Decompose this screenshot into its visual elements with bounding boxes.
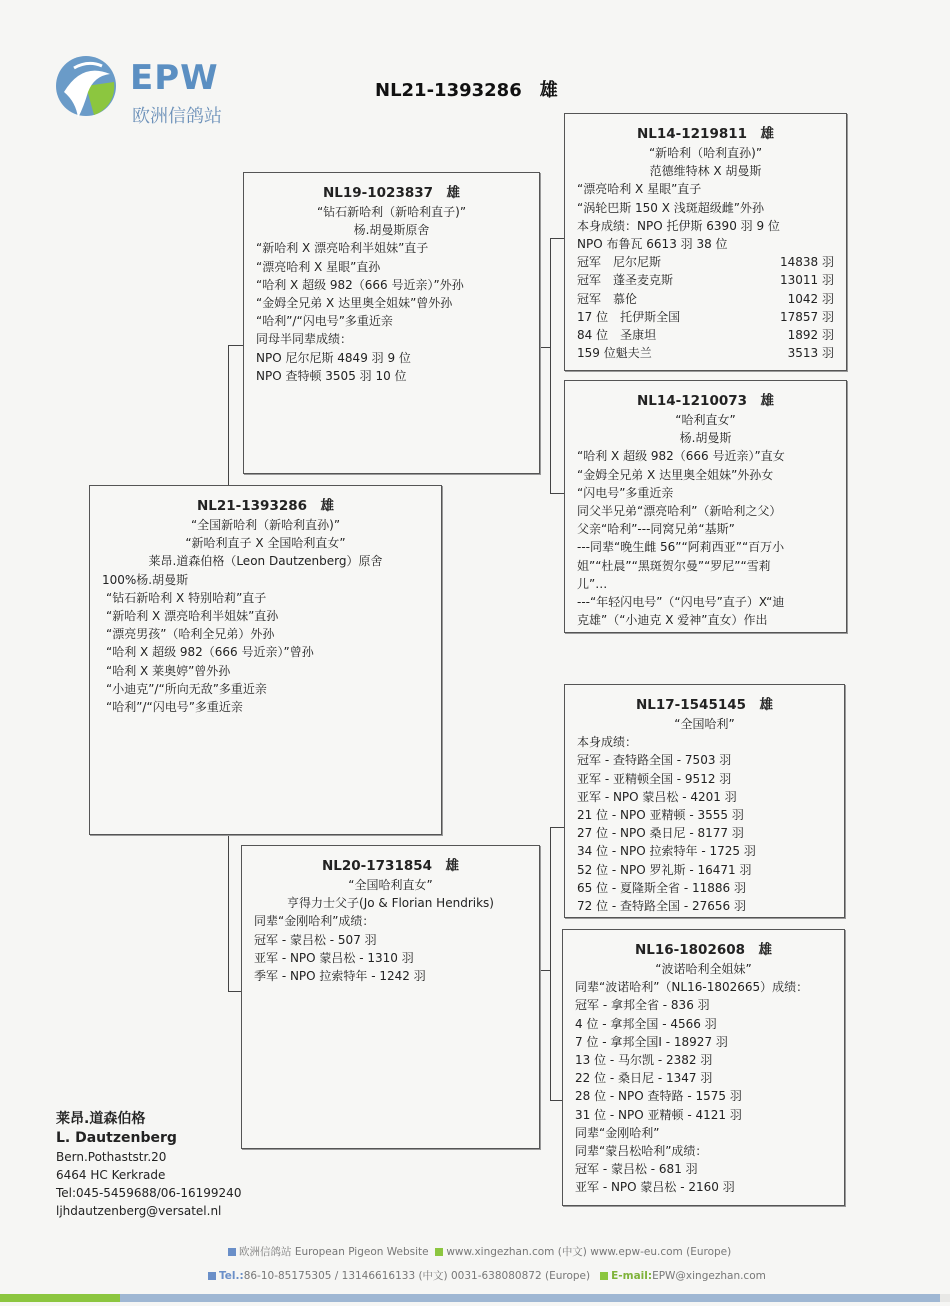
ring-number: NL17-1545145 雄 <box>635 697 774 713</box>
logo-text-zh: 欧洲信鸽站 <box>132 106 222 127</box>
info-line: 克雄”（“小迪克 X 爱神”直女）作出 <box>577 613 768 628</box>
result-row <box>565 253 846 271</box>
info-line: 本身成绩： <box>577 735 638 750</box>
footer-site-zh: 欧洲信鸽站 <box>239 1246 292 1258</box>
info-line: 4 位 - 拿邦全国 - 4566 羽 <box>575 1016 717 1031</box>
info-line: ---“年轻闪电号”（“闪电号”直子）X“迪 <box>577 595 785 610</box>
info-line: 季军 - NPO 拉索特年 - 1242 羽 <box>254 969 426 984</box>
info-line: “新哈利 X 漂亮哈利半姐妹”直孙 <box>106 609 279 624</box>
result-place: 159 位魁夫兰 <box>577 346 652 361</box>
connector-line <box>550 493 564 494</box>
info-line: 同辈“蒙吕松哈利”成绩： <box>575 1144 708 1159</box>
info-line: 100%杨.胡曼斯 <box>102 572 189 587</box>
info-line: 52 位 - NPO 罗礼斯 - 16471 羽 <box>577 862 752 877</box>
info-line: 莱昂.道森伯格（Leon Dautzenberg）原舍 <box>148 554 383 569</box>
result-place: 冠军 慕伦 <box>577 291 638 306</box>
email-address: ljhdautzenberg@versatel.nl <box>56 1204 222 1218</box>
info-line: “新哈利直子 X 全国哈利直女” <box>185 536 346 551</box>
info-line: 31 位 - NPO 亚精顿 - 4121 羽 <box>575 1107 742 1122</box>
result-row <box>565 271 846 289</box>
info-line: NPO 布鲁瓦 6613 羽 38 位 <box>577 237 728 252</box>
footer-email[interactable]: EPW@xingezhan.com <box>652 1270 766 1282</box>
info-line: 7 位 - 拿邦全国Ⅰ - 18927 羽 <box>575 1034 728 1049</box>
result-row <box>565 308 846 326</box>
pedigree-box-sire-dam <box>564 380 847 633</box>
info-line: 72 位 - 查特路全国 - 27656 羽 <box>577 899 746 914</box>
result-count: 14838 羽 <box>780 255 834 270</box>
pedigree-box-dam-dam <box>562 929 845 1206</box>
info-line: 亨得力士父子(Jo & Florian Hendriks) <box>287 896 494 911</box>
green-square-icon <box>600 1272 608 1280</box>
info-line: “哈利”/“闪电号”多重近亲 <box>106 700 243 715</box>
result-row <box>565 344 846 362</box>
ring-number: NL14-1219811 雄 <box>636 126 775 142</box>
info-line: “全国哈利” <box>674 717 735 731</box>
epw-logo <box>54 52 254 130</box>
blue-square-icon <box>228 1248 236 1256</box>
result-place: 冠军 尼尔尼斯 <box>577 255 662 270</box>
info-line: “哈利 X 莱奥婷”曾外孙 <box>106 663 231 678</box>
blue-bar <box>120 1294 940 1302</box>
pedigree-box-dam <box>241 845 540 1149</box>
result-count: 1042 羽 <box>787 291 834 306</box>
info-line: 父亲“哈利”---同窝兄弟“基斯” <box>577 522 735 537</box>
pedigree-box-subject <box>89 485 442 835</box>
info-line: “哈利”/“闪电号”多重近亲 <box>256 314 393 329</box>
info-line: 亚军 - NPO 蒙吕松 - 4201 羽 <box>577 789 737 804</box>
pedigree-box-sire-sire <box>564 113 847 371</box>
footer-tel-label: Tel.: <box>219 1270 244 1282</box>
info-line: “全国哈利直女” <box>348 878 433 892</box>
phone-number: Tel:045-5459688/06-16199240 <box>56 1186 242 1200</box>
info-line: 同辈“波诺哈利”（NL16-1802665）成绩： <box>575 980 809 995</box>
info-line: 21 位 - NPO 亚精顿 - 3555 羽 <box>577 808 744 823</box>
breeder-name-zh: 莱昂.道森伯格 <box>56 1111 146 1127</box>
info-line: “新哈利 X 漂亮哈利半姐妹”直子 <box>256 241 429 256</box>
green-bar <box>0 1294 120 1302</box>
ring-number: NL20-1731854 雄 <box>321 858 460 874</box>
footer-tel: 86-10-85175305 / 13146616133 (中文) 0031-638080872 (Europe) <box>243 1270 591 1282</box>
info-line: 同母半同辈成绩： <box>256 332 353 347</box>
info-line: “涡轮巴斯 150 X 浅斑超级雌”外孙 <box>577 200 765 215</box>
green-square-icon <box>435 1248 443 1256</box>
info-line: “哈利直女” <box>675 413 736 427</box>
info-line: “钻石新哈利 X 特别哈莉”直子 <box>106 590 267 605</box>
result-row <box>565 326 846 344</box>
info-line: NPO 查特顿 3505 羽 10 位 <box>256 368 407 383</box>
result-row <box>565 290 846 308</box>
info-line: “漂亮哈利 X 星眼”直孙 <box>256 259 381 274</box>
result-count: 1892 羽 <box>787 328 834 343</box>
address-line: Bern.Pothaststr.20 <box>56 1150 167 1164</box>
ring-number: NL14-1210073 雄 <box>636 393 775 409</box>
result-count: 17857 羽 <box>780 309 834 324</box>
logo-text-en: EPW <box>130 58 219 98</box>
info-line: 同父半兄弟“漂亮哈利”（新哈利之父） <box>577 504 782 519</box>
footer-email-label: E-mail: <box>611 1270 653 1282</box>
info-line: 13 位 - 马尔凯 - 2382 羽 <box>575 1053 713 1068</box>
info-line: 亚军 - NPO 蒙吕松 - 2160 羽 <box>575 1180 735 1195</box>
info-line: 儿”… <box>577 576 608 591</box>
breeder-name-en: L. Dautzenberg <box>56 1130 177 1146</box>
result-place: 84 位 圣康坦 <box>577 328 657 343</box>
info-line: NPO 尼尔尼斯 4849 羽 9 位 <box>256 350 411 365</box>
info-line: “新哈利（哈利直孙)” <box>648 146 763 160</box>
info-line: 范德维特林 X 胡曼斯 <box>649 164 762 179</box>
pigeon-logo-icon <box>54 52 118 122</box>
info-line: 亚军 - NPO 蒙吕松 - 1310 羽 <box>254 950 414 965</box>
footer-websites[interactable]: www.xingezhan.com (中文) www.epw-eu.com (Europe) <box>446 1246 732 1258</box>
info-line: “哈利 X 超级 982（666 号近亲）”曾孙 <box>106 645 314 660</box>
connector-line <box>228 991 241 992</box>
ring-number: NL16-1802608 雄 <box>634 942 773 958</box>
ring-number: NL21-1393286 雄 <box>196 498 335 514</box>
info-line: “钻石新哈利（新哈利直子)” <box>316 205 467 219</box>
result-count: 3513 羽 <box>787 346 834 361</box>
info-line: 亚军 - 亚精顿全国 - 9512 羽 <box>577 771 732 786</box>
pedigree-box-dam-sire <box>564 684 845 918</box>
info-line: “小迪克”/“所向无敌”多重近亲 <box>106 681 267 696</box>
info-line: 冠军 - 拿邦全省 - 836 羽 <box>575 998 710 1013</box>
info-line: 34 位 - NPO 拉索特年 - 1725 羽 <box>577 844 756 859</box>
info-line: 28 位 - NPO 查特路 - 1575 羽 <box>575 1089 742 1104</box>
info-line: 同辈“金刚哈利”成绩： <box>254 914 375 929</box>
connector-line <box>228 833 229 991</box>
pedigree-box-sire <box>243 172 540 474</box>
bottom-color-bar <box>0 1294 950 1302</box>
info-line: “金姆全兄弟 X 达里奥全姐妹”外孙女 <box>577 467 774 482</box>
connector-line <box>550 238 551 493</box>
info-line: 同辈“金刚哈利” <box>575 1125 660 1140</box>
info-line: “哈利 X 超级 982（666 号近亲）”外孙 <box>256 277 464 292</box>
info-line: “闪电号”多重近亲 <box>577 485 674 500</box>
connector-line <box>228 345 229 485</box>
result-place: 冠军 蓬圣麦克斯 <box>577 273 674 288</box>
info-line: 杨.胡曼斯原舍 <box>353 223 430 238</box>
connector-line <box>550 238 564 239</box>
breeder-contact <box>56 1110 241 1220</box>
connector-line <box>550 827 564 828</box>
address-line: 6464 HC Kerkrade <box>56 1168 166 1182</box>
info-line: ---同辈“晚生雌 56”“阿莉西亚”“百万小 <box>577 540 785 555</box>
blue-square-icon <box>208 1272 216 1280</box>
footer-row-1 <box>228 1244 731 1259</box>
connector-line <box>550 827 551 1100</box>
info-line: “波诺哈利全姐妹” <box>655 962 752 976</box>
info-line: “全国新哈利（新哈利直孙)” <box>190 518 341 532</box>
page-title: NL21-1393286 雄 <box>375 80 558 101</box>
info-line: 姐”“杜晨”“黑斑贺尔曼”“罗尼”“雪莉 <box>577 558 771 573</box>
info-line: 冠军 - 查特路全国 - 7503 羽 <box>577 753 732 768</box>
footer-site-en: European Pigeon Website <box>294 1246 429 1258</box>
result-place: 17 位 托伊斯全国 <box>577 309 681 324</box>
info-line: “金姆全兄弟 X 达里奥全姐妹”曾外孙 <box>256 296 453 311</box>
info-line: 22 位 - 桑日尼 - 1347 羽 <box>575 1071 713 1086</box>
ring-number: NL19-1023837 雄 <box>322 185 461 201</box>
info-line: 27 位 - NPO 桑日尼 - 8177 羽 <box>577 826 744 841</box>
info-line: 本身成绩：NPO 托伊斯 6390 羽 9 位 <box>577 218 780 233</box>
connector-line <box>228 345 243 346</box>
info-line: 杨.胡曼斯 <box>679 431 732 446</box>
info-line: 冠军 - 蒙吕松 - 507 羽 <box>254 932 377 947</box>
info-line: 冠军 - 蒙吕松 - 681 羽 <box>575 1162 698 1177</box>
footer-row-2 <box>208 1268 766 1283</box>
info-line: “漂亮哈利 X 星眼”直子 <box>577 182 702 197</box>
info-line: “漂亮男孩”（哈利全兄弟）外孙 <box>106 627 275 642</box>
info-line: “哈利 X 超级 982（666 号近亲）”直女 <box>577 449 785 464</box>
result-count: 13011 羽 <box>780 273 834 288</box>
info-line: 65 位 - 夏隆斯全省 - 11886 羽 <box>577 880 746 895</box>
